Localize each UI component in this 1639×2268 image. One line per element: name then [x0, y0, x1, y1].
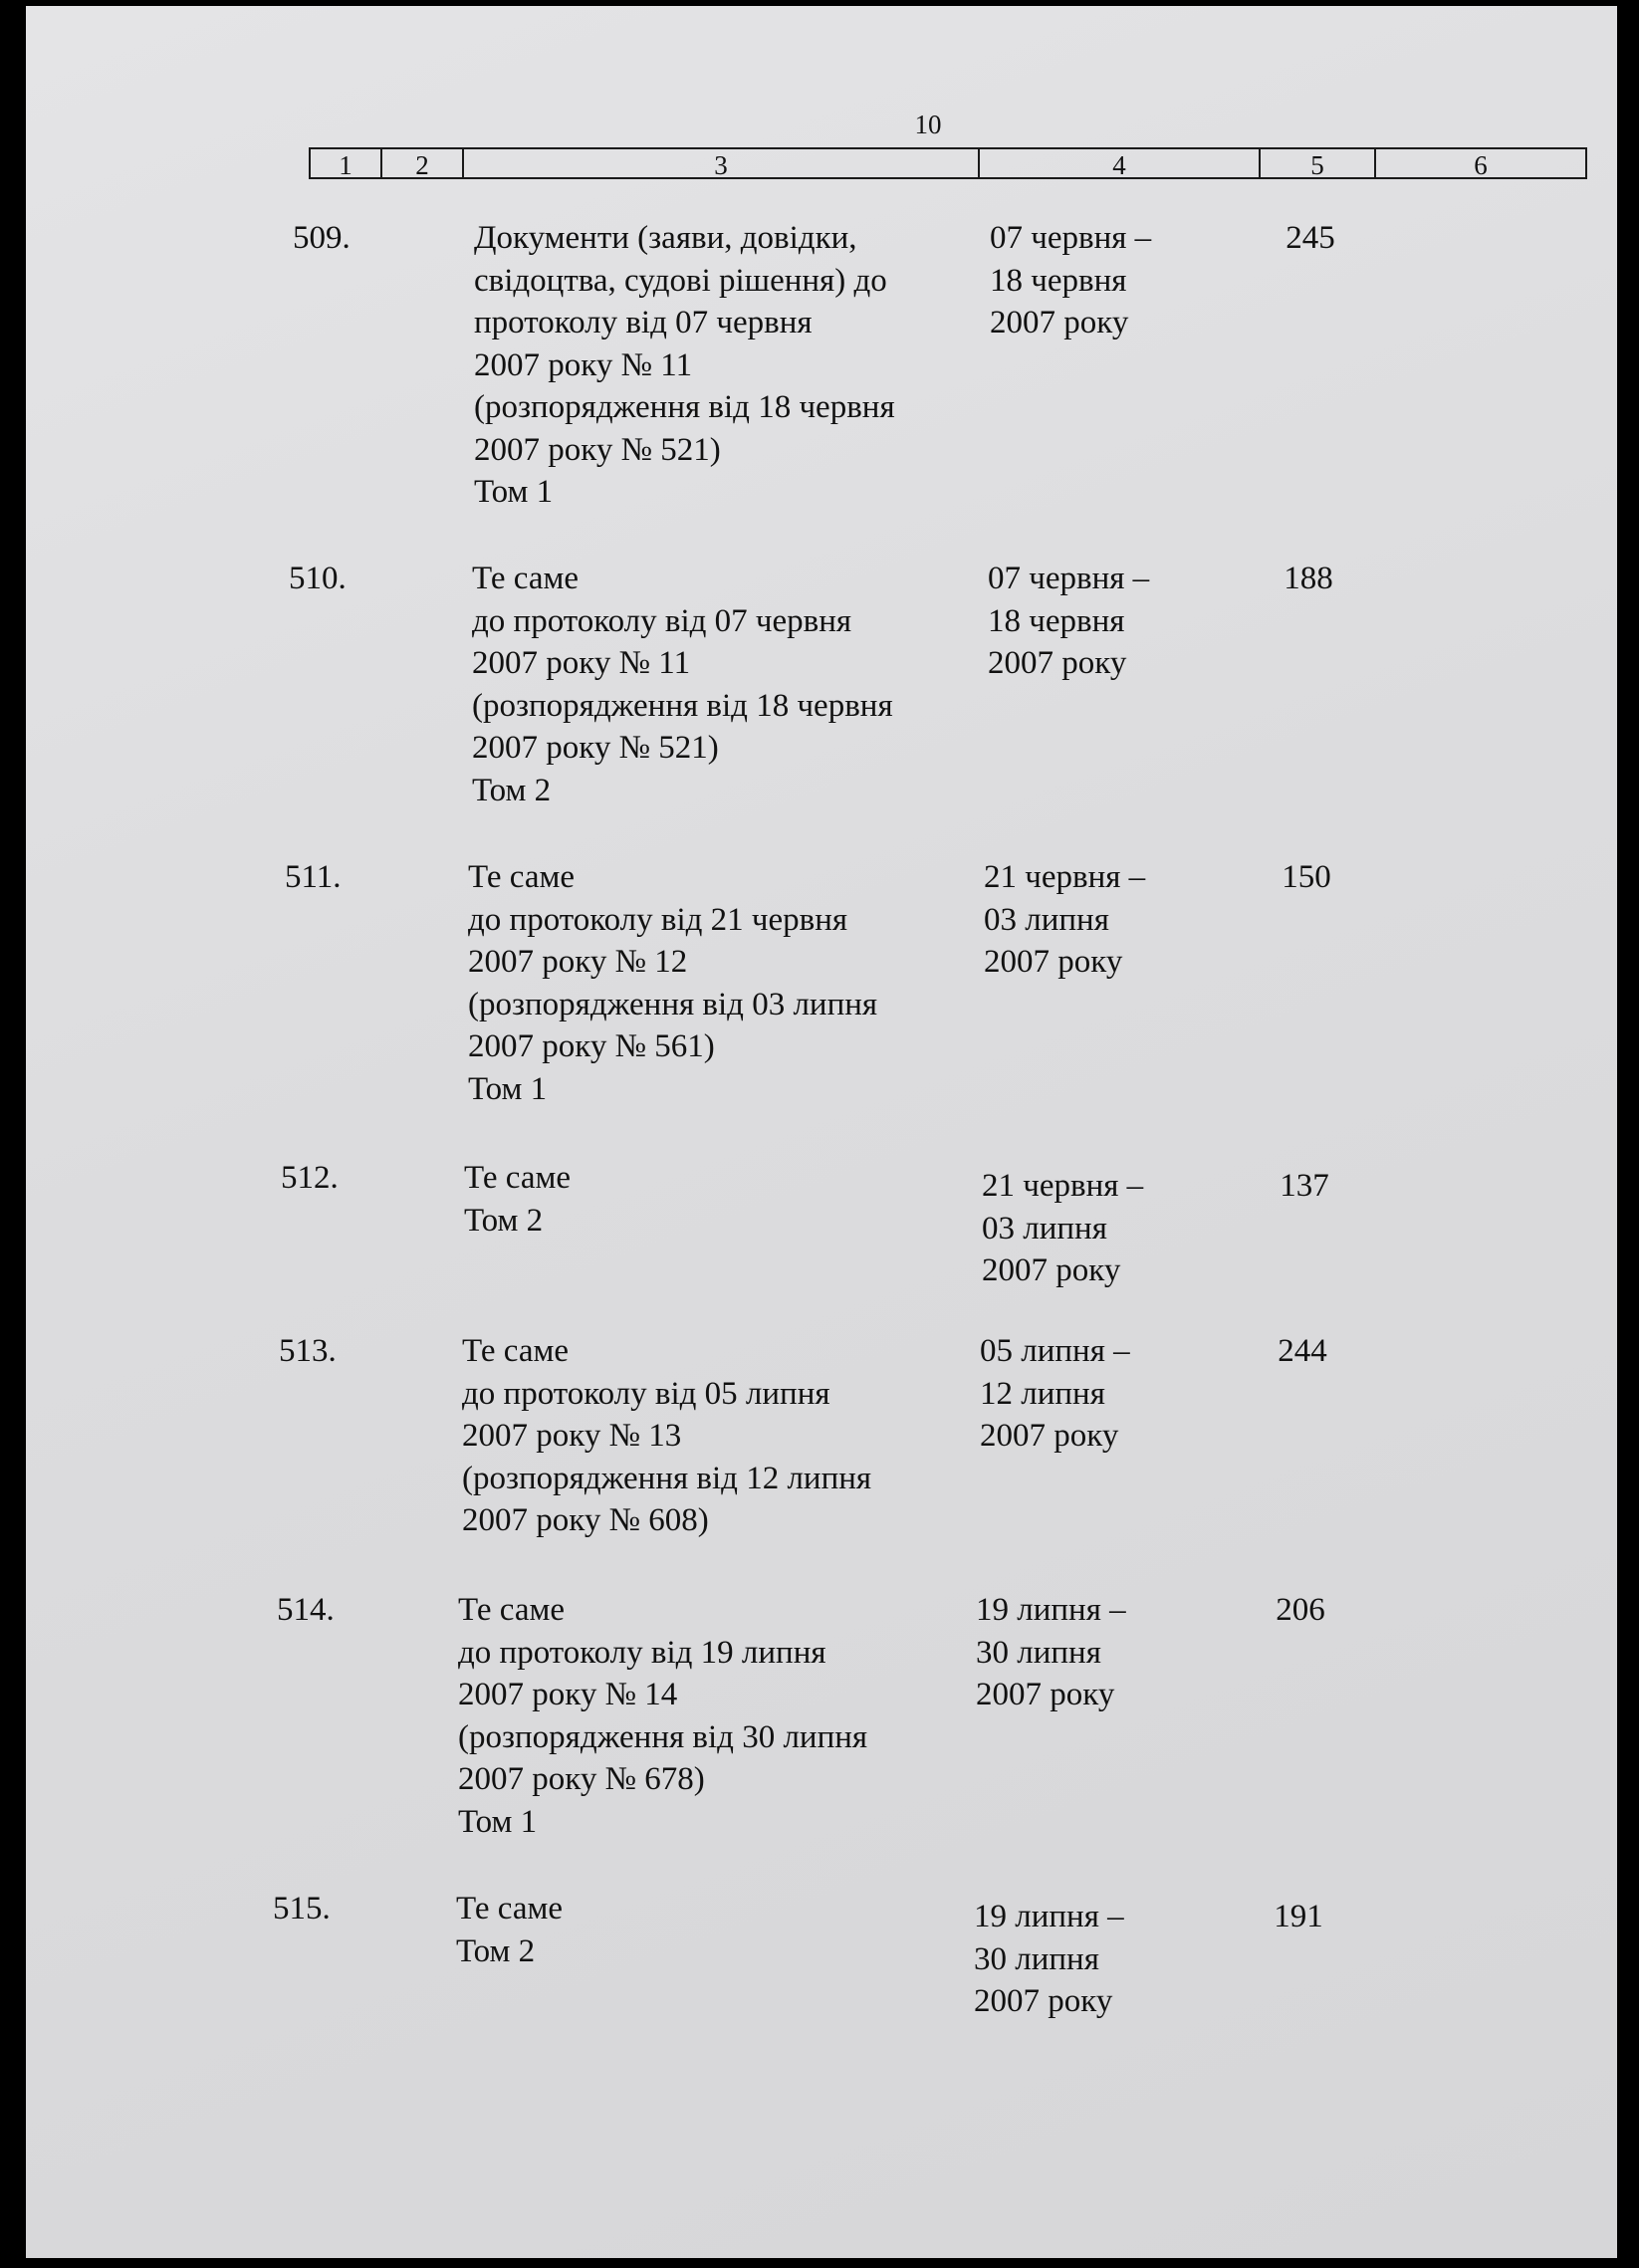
row-description: Документи (заяви, довідки, свідоцтва, судові рішення) до протоколу від 07 червня 2007 року № 11 (розпорядження від 18 червня 2007 року № 521) Том 1 [474, 220, 895, 510]
row-index: 510. [289, 561, 347, 596]
row-dates: 05 липня – 12 липня 2007 року [980, 1333, 1130, 1454]
row-dates: 19 липня – 30 липня 2007 року [974, 1899, 1124, 2019]
row-description: Те саме до протоколу від 19 липня 2007 року № 14 (розпорядження від 30 липня 2007 року № 678) Том 1 [458, 1592, 868, 1840]
row-dates: 21 червня – 03 липня 2007 року [984, 859, 1146, 980]
row-sheet-count: 150 [1282, 859, 1331, 895]
column-header-4: 4 [978, 147, 1259, 179]
row-index: 513. [279, 1333, 337, 1369]
row-index: 509. [293, 220, 351, 256]
column-header-2: 2 [380, 147, 462, 179]
row-index: 512. [281, 1160, 339, 1196]
row-dates: 07 червня – 18 червня 2007 року [988, 561, 1150, 681]
page-number: 10 [914, 110, 942, 139]
row-dates: 07 червня – 18 червня 2007 року [990, 220, 1152, 340]
column-header-6: 6 [1374, 147, 1587, 179]
row-description: Те саме Том 2 [464, 1160, 572, 1239]
row-index: 515. [273, 1891, 331, 1927]
row-description: Те саме до протоколу від 05 липня 2007 року № 13 (розпорядження від 12 липня 2007 року № 608) [462, 1333, 872, 1538]
row-index: 514. [277, 1592, 335, 1628]
column-header-5: 5 [1259, 147, 1374, 179]
row-description: Те саме до протоколу від 07 червня 2007 року № 11 (розпорядження від 18 червня 2007 року № 521) Том 2 [472, 561, 893, 808]
column-header-1: 1 [309, 147, 380, 179]
document-page [26, 6, 1617, 2258]
row-index: 511. [285, 859, 342, 895]
row-description: Те саме до протоколу від 21 червня 2007 року № 12 (розпорядження від 03 липня 2007 року № 561) Том 1 [468, 859, 878, 1107]
row-sheet-count: 206 [1276, 1592, 1325, 1628]
column-header-3: 3 [462, 147, 978, 179]
row-sheet-count: 245 [1286, 220, 1335, 256]
row-description: Те саме Том 2 [456, 1891, 564, 1969]
row-sheet-count: 137 [1280, 1168, 1329, 1204]
row-sheet-count: 191 [1274, 1899, 1323, 1934]
row-dates: 19 липня – 30 липня 2007 року [976, 1592, 1126, 1712]
column-header-table [309, 147, 1587, 181]
row-sheet-count: 244 [1278, 1333, 1327, 1369]
row-dates: 21 червня – 03 липня 2007 року [982, 1168, 1144, 1288]
row-sheet-count: 188 [1284, 561, 1333, 596]
